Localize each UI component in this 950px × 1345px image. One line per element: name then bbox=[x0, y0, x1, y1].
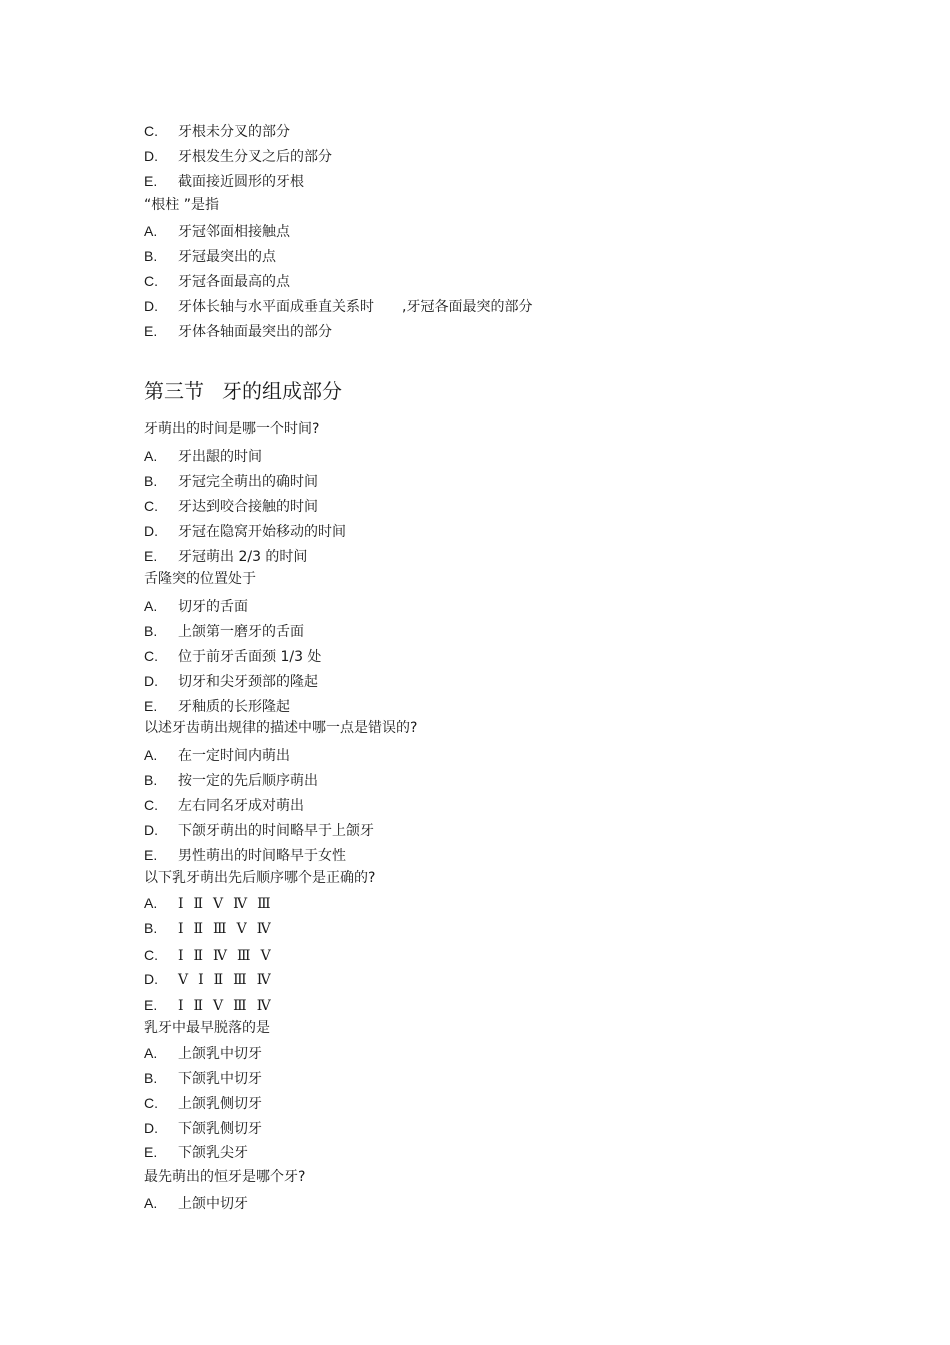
section-label: 第三节 bbox=[144, 379, 204, 403]
answer-option bbox=[144, 172, 304, 191]
option-text: 牙冠完全萌出的确时间 bbox=[178, 474, 318, 490]
option-letter: B. bbox=[144, 772, 158, 788]
roman-numeral: Ⅱ bbox=[193, 998, 204, 1014]
roman-numeral: Ⅰ bbox=[178, 921, 184, 937]
option-letter: D. bbox=[144, 971, 158, 987]
option-text: 牙体各轴面最突出的部分 bbox=[178, 324, 332, 340]
answer-option bbox=[144, 447, 262, 466]
option-letter: B. bbox=[144, 920, 158, 936]
option-letter: A. bbox=[144, 223, 158, 239]
roman-numeral: Ⅴ bbox=[213, 998, 224, 1014]
option-letter: A. bbox=[144, 1195, 158, 1211]
option-text: 下颌乳侧切牙 bbox=[178, 1121, 262, 1137]
option-letter: A. bbox=[144, 747, 158, 763]
option-letter: D. bbox=[144, 673, 158, 689]
option-text: 在一定时间内萌出 bbox=[178, 748, 290, 764]
roman-numeral: Ⅴ bbox=[236, 921, 247, 937]
answer-option bbox=[144, 970, 281, 989]
roman-numeral: Ⅲ bbox=[213, 921, 227, 937]
question-text: 最先萌出的恒牙是哪个牙? bbox=[144, 1169, 306, 1185]
roman-numeral: Ⅱ bbox=[193, 896, 204, 912]
option-letter: C. bbox=[144, 498, 158, 514]
option-letter: C. bbox=[144, 797, 158, 813]
roman-numeral: Ⅱ bbox=[193, 921, 204, 937]
option-text: 按一定的先后顺序萌出 bbox=[178, 773, 318, 789]
option-text: 截面接近圆形的牙根 bbox=[178, 174, 304, 190]
roman-numeral: Ⅱ bbox=[213, 972, 224, 988]
roman-numeral: Ⅰ bbox=[178, 998, 184, 1014]
option-text: 下颌乳尖牙 bbox=[178, 1145, 248, 1161]
option-letter: D. bbox=[144, 148, 158, 164]
option-letter: B. bbox=[144, 1070, 158, 1086]
answer-option bbox=[144, 522, 346, 541]
answer-option bbox=[144, 322, 332, 341]
answer-option bbox=[144, 1044, 262, 1063]
answer-option bbox=[144, 821, 374, 840]
option-letter: E. bbox=[144, 323, 158, 339]
answer-option bbox=[144, 597, 248, 616]
answer-option bbox=[144, 222, 290, 241]
option-letter: C. bbox=[144, 947, 158, 963]
roman-numeral: Ⅳ bbox=[256, 972, 271, 988]
option-text: 牙冠最突出的点 bbox=[178, 249, 276, 265]
answer-option bbox=[144, 946, 281, 965]
roman-numeral: Ⅰ bbox=[198, 972, 204, 988]
option-letter: C. bbox=[144, 123, 158, 139]
option-letter: D. bbox=[144, 1120, 158, 1136]
roman-numeral: Ⅴ bbox=[178, 972, 189, 988]
answer-option bbox=[144, 1194, 248, 1213]
roman-numeral: Ⅲ bbox=[233, 998, 247, 1014]
answer-option bbox=[144, 894, 281, 913]
option-text: 位于前牙舌面颈 1/3 处 bbox=[178, 649, 322, 665]
answer-option bbox=[144, 147, 332, 166]
roman-numeral: Ⅲ bbox=[257, 896, 271, 912]
option-text: 左右同名牙成对萌出 bbox=[178, 798, 304, 814]
option-letter: D. bbox=[144, 523, 158, 539]
option-letter: B. bbox=[144, 248, 158, 264]
option-text: 牙冠各面最高的点 bbox=[178, 274, 290, 290]
answer-option bbox=[144, 1094, 262, 1113]
option-letter: C. bbox=[144, 1095, 158, 1111]
roman-numeral: Ⅰ bbox=[178, 896, 184, 912]
roman-numeral: Ⅲ bbox=[237, 948, 251, 964]
question-text: 乳牙中最早脱落的是 bbox=[144, 1020, 270, 1036]
answer-option bbox=[144, 647, 321, 666]
option-text: 切牙和尖牙颈部的隆起 bbox=[178, 674, 318, 690]
option-letter: C. bbox=[144, 273, 158, 289]
answer-option bbox=[144, 1119, 262, 1138]
option-text: 切牙的舌面 bbox=[178, 599, 248, 615]
option-text: 牙根未分叉的部分 bbox=[178, 124, 290, 140]
answer-option bbox=[144, 996, 281, 1015]
answer-option bbox=[144, 672, 318, 691]
option-text-continued: ,牙冠各面最突的部分 bbox=[402, 299, 533, 315]
section-heading bbox=[144, 378, 342, 404]
option-letter: D. bbox=[144, 822, 158, 838]
option-text: 牙出龈的时间 bbox=[178, 449, 262, 465]
answer-option bbox=[144, 846, 346, 865]
roman-numeral: Ⅳ bbox=[213, 948, 228, 964]
option-letter: A. bbox=[144, 895, 158, 911]
answer-option bbox=[144, 771, 318, 790]
option-text: 上颌乳中切牙 bbox=[178, 1046, 262, 1062]
answer-option bbox=[144, 497, 318, 516]
answer-option bbox=[144, 1143, 248, 1162]
answer-option bbox=[144, 272, 290, 291]
answer-option bbox=[144, 1069, 262, 1088]
option-text: 牙冠萌出 2/3 的时间 bbox=[178, 549, 308, 565]
option-letter: C. bbox=[144, 648, 158, 664]
option-letter: B. bbox=[144, 623, 158, 639]
option-text: 牙冠在隐窝开始移动的时间 bbox=[178, 524, 346, 540]
roman-numeral: Ⅲ bbox=[233, 972, 247, 988]
option-letter: E. bbox=[144, 847, 158, 863]
option-letter: E. bbox=[144, 173, 158, 189]
option-text: 上颌中切牙 bbox=[178, 1196, 248, 1212]
option-letter: E. bbox=[144, 1144, 158, 1160]
roman-numeral: Ⅰ bbox=[178, 948, 184, 964]
option-letter: E. bbox=[144, 997, 158, 1013]
answer-option bbox=[144, 697, 290, 716]
option-letter: E. bbox=[144, 548, 158, 564]
question-text: 牙萌出的时间是哪一个时间? bbox=[144, 421, 320, 437]
option-letter: A. bbox=[144, 1045, 158, 1061]
option-text: 上颌乳侧切牙 bbox=[178, 1096, 262, 1112]
roman-numeral: Ⅴ bbox=[213, 896, 224, 912]
answer-option bbox=[144, 746, 290, 765]
roman-numeral: Ⅴ bbox=[260, 948, 271, 964]
answer-option bbox=[144, 472, 318, 491]
option-text: 牙冠邻面相接触点 bbox=[178, 224, 290, 240]
question-text: 舌隆突的位置处于 bbox=[144, 571, 256, 587]
answer-option bbox=[144, 919, 281, 938]
option-text: 下颌乳中切牙 bbox=[178, 1071, 262, 1087]
option-text: 牙达到咬合接触的时间 bbox=[178, 499, 318, 515]
section-title: 牙的组成部分 bbox=[222, 379, 342, 403]
option-text: 下颌牙萌出的时间略早于上颌牙 bbox=[178, 823, 374, 839]
roman-numeral: Ⅳ bbox=[233, 896, 248, 912]
option-text: 牙体长轴与水平面成垂直关系时 bbox=[178, 299, 374, 315]
option-text: 牙根发生分叉之后的部分 bbox=[178, 149, 332, 165]
roman-numeral: Ⅳ bbox=[256, 921, 271, 937]
roman-numeral: Ⅳ bbox=[256, 998, 271, 1014]
option-text: 男性萌出的时间略早于女性 bbox=[178, 848, 346, 864]
answer-option bbox=[144, 122, 290, 141]
roman-numeral: Ⅱ bbox=[193, 948, 204, 964]
question-text: 以下乳牙萌出先后顺序哪个是正确的? bbox=[144, 870, 376, 886]
option-letter: A. bbox=[144, 448, 158, 464]
answer-option bbox=[144, 247, 276, 266]
option-letter: A. bbox=[144, 598, 158, 614]
answer-option bbox=[144, 622, 304, 641]
option-text: 上颌第一磨牙的舌面 bbox=[178, 624, 304, 640]
answer-option bbox=[144, 547, 307, 566]
option-letter: D. bbox=[144, 298, 158, 314]
option-letter: E. bbox=[144, 698, 158, 714]
answer-option bbox=[144, 796, 304, 815]
option-letter: B. bbox=[144, 473, 158, 489]
option-text: 牙釉质的长形隆起 bbox=[178, 699, 290, 715]
answer-option bbox=[144, 297, 532, 316]
question-text: “根柱 ”是指 bbox=[144, 197, 219, 213]
question-text: 以述牙齿萌出规律的描述中哪一点是错误的? bbox=[144, 720, 418, 736]
